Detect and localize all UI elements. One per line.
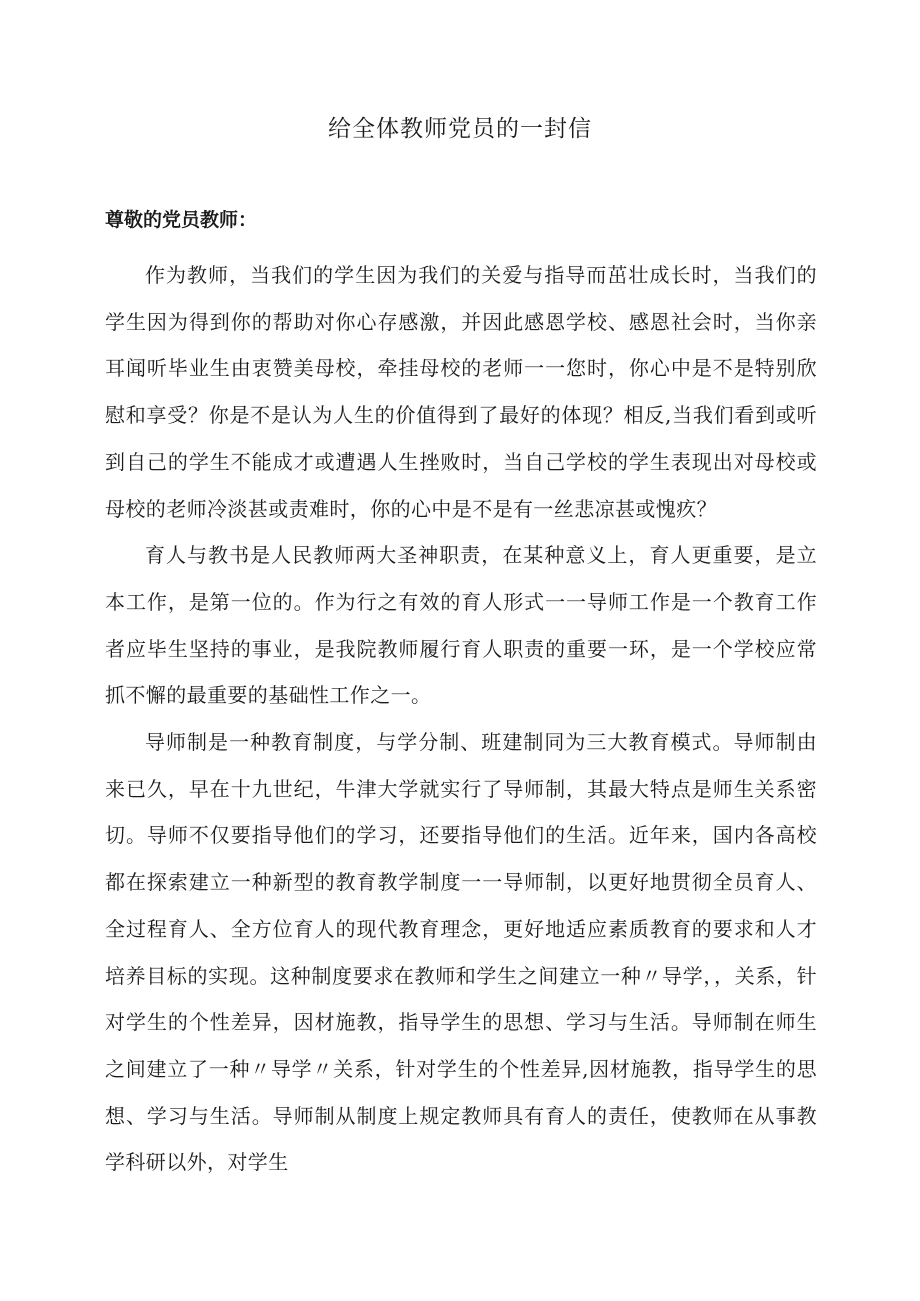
paragraph-2: 育人与教书是人民教师两大圣神职责，在某种意义上，育人更重要，是立本工作，是第一位的。作为行之有效的育人形式一一导师工作是一个教育工作者应毕生坚持的事业，是我院教师履行育人职责的重要一环，是一个学校应常抓不懈的最重要的基础性工作之一。 [105, 543, 817, 708]
paragraph-1: 作为教师，当我们的学生因为我们的关爱与指导而茁壮成长时，当我们的学生因为得到你的帮助对你心存感激，并因此感恩学校、感恩社会时，当你亲耳闻听毕业生由衷赞美母校，牵挂母校的老师一一您时，你心中是不是特别欣慰和享受？你是不是认为人生的价值得到了最好的体现？相反,当我们看到或听到自己的学生不能成才或遭遇人生挫败时，当自己学校的学生表现出对母校或母校的老师冷淡甚或责难时，你的心中是不是有一丝悲凉甚或愧疚？ [105, 263, 817, 521]
paragraph-3: 导师制是一种教育制度，与学分制、班建制同为三大教育模式。导师制由来已久，早在十九世纪，牛津大学就实行了导师制，其最大特点是师生关系密切。导师不仅要指导他们的学习，还要指导他们的生活。近年来，国内各高校都在探索建立一种新型的教育教学制度一一导师制，以更好地贯彻全员育人、全过程育人、全方位育人的现代教育理念，更好地适应素质教育的要求和人才培养目标的实现。这种制度要求在教师和学生之间建立一种〃导学，，关系，针对学生的个性差异，因材施教，指导学生的思想、学习与生活。导师制在师生之间建立了一种〃导学〃关系，针对学生的个性差异,因材施教，指导学生的思想、学习与生活。导师制从制度上规定教师具有育人的责任，使教师在从事教学科研以外，对学生 [105, 730, 817, 1175]
salutation: 尊敬的党员教师： [105, 209, 258, 231]
document-body [105, 252, 817, 1186]
document-title: 给全体教师党员的一封信 [328, 116, 592, 142]
